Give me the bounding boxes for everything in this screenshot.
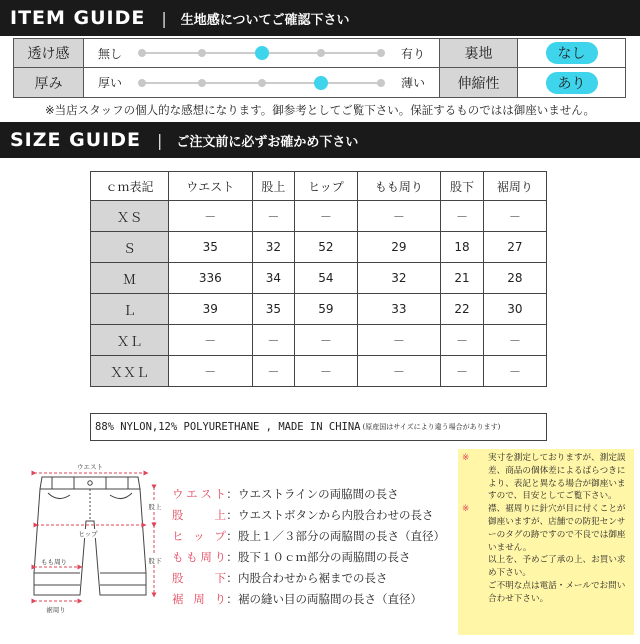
guide-label: 透け感 (14, 39, 84, 67)
measurement-cell: 32 (252, 232, 295, 263)
size-row (91, 325, 547, 356)
hem-label: 裾周り (46, 606, 66, 614)
guide-key: 裏地 (440, 39, 518, 67)
measurement-cell: － (357, 356, 441, 387)
guide-key: 伸縮性 (440, 68, 518, 97)
definition-text: ウエストボタンから内股合わせの長さ (238, 507, 434, 522)
size-row (91, 263, 547, 294)
size-label-cell: ＸＳ (91, 201, 169, 232)
item-guide-subtitle: 生地感についてご確認下さい (180, 12, 350, 28)
staff-note: ※当店スタッフの個人的な感想になります。御参考としてご覧下さい。保証するものではは御座いません。 (45, 103, 595, 117)
item-guide-title: ITEM GUIDE (10, 7, 146, 29)
measurement-cell: 35 (169, 232, 253, 263)
header-separator: | (161, 8, 167, 28)
column-header: ｃｍ表記 (91, 172, 169, 201)
definition-key: 股上 (172, 507, 226, 522)
measurement-cell: － (441, 356, 484, 387)
guide-row-thickness (14, 68, 625, 97)
guide-row-transparency (14, 39, 625, 68)
measurement-cell: － (295, 356, 357, 387)
column-header: ヒップ (295, 172, 357, 201)
definition-row (172, 567, 462, 588)
lining-badge: なし (546, 42, 598, 64)
disclaimer-box (458, 449, 634, 635)
scale-dot (138, 79, 146, 87)
size-row (91, 232, 547, 263)
size-row (91, 201, 547, 232)
measurement-cell: － (483, 201, 546, 232)
scale-low-label: 厚い (97, 76, 122, 90)
rise-label: 股上 (148, 503, 162, 511)
definition-text: 内股合わせから裾までの長さ (238, 570, 388, 585)
measurement-cell: － (252, 356, 295, 387)
shorts-illustration (14, 455, 166, 640)
measurement-cell: 336 (169, 263, 253, 294)
size-table (90, 171, 547, 387)
scale-dot (377, 79, 385, 87)
scale-dot-selected (255, 46, 269, 60)
measurement-cell: － (169, 201, 253, 232)
measurement-cell: 54 (295, 263, 357, 294)
measurement-cell: 28 (483, 263, 546, 294)
measurement-cell: － (483, 325, 546, 356)
measurement-definitions (172, 483, 462, 609)
size-label-cell: ＸＬ (91, 325, 169, 356)
measurement-cell: － (295, 201, 357, 232)
size-label-cell: ＸＸＬ (91, 356, 169, 387)
size-row (91, 356, 547, 387)
inseam-label: 股下 (148, 557, 162, 565)
scale-high-label: 有り (400, 46, 425, 61)
measurement-cell: － (483, 356, 546, 387)
material-line (90, 413, 547, 441)
size-table-header-row (91, 172, 547, 201)
definition-key: ウエスト (172, 486, 226, 501)
definition-key: 裾周り (172, 591, 226, 606)
guide-scale (84, 39, 440, 67)
measurement-cell: － (295, 325, 357, 356)
measurement-cell: 21 (441, 263, 484, 294)
measurement-cell: － (169, 325, 253, 356)
header-separator: | (156, 130, 163, 150)
thigh-label: もも周り (41, 558, 67, 566)
definition-colon: ： (226, 507, 238, 522)
size-guide-title: SIZE GUIDE (10, 129, 141, 151)
measurement-cell: 18 (441, 232, 484, 263)
definition-row (172, 546, 462, 567)
column-header: 裾周り (483, 172, 546, 201)
definition-row (172, 588, 462, 609)
stretch-badge: あり (546, 72, 598, 94)
measurement-cell: － (441, 201, 484, 232)
definition-colon: ： (226, 570, 238, 585)
disclaimer-item (462, 503, 630, 554)
measurement-cell: 29 (357, 232, 441, 263)
measurement-cell: 27 (483, 232, 546, 263)
scale-dot (258, 79, 266, 87)
size-label-cell: Ｍ (91, 263, 169, 294)
origin-note: (原産国はサイズにより違う場合があります) (362, 423, 501, 431)
hip-label: ヒップ (78, 530, 98, 538)
scale-dot (138, 49, 146, 57)
disclaimer-item (462, 452, 630, 503)
measurement-cell: 30 (483, 294, 546, 325)
scale-dot (317, 49, 325, 57)
definition-row (172, 483, 462, 504)
measurement-cell: 32 (357, 263, 441, 294)
measurement-cell: 59 (295, 294, 357, 325)
column-header: ウエスト (169, 172, 253, 201)
measurement-cell: － (252, 201, 295, 232)
item-guide-header (0, 0, 640, 36)
definition-row (172, 525, 462, 546)
guide-label: 厚み (14, 68, 84, 97)
shorts-diagram (14, 455, 166, 640)
measurement-cell: 22 (441, 294, 484, 325)
definition-row (172, 504, 462, 525)
material-text: 88% NYLON,12% POLYURETHANE , MADE IN CHINA (95, 421, 361, 433)
measurement-cell: 33 (357, 294, 441, 325)
scale-dot (377, 49, 385, 57)
measurement-cell: 35 (252, 294, 295, 325)
measurement-cell: － (357, 201, 441, 232)
column-header: もも周り (357, 172, 441, 201)
definition-colon: ： (226, 591, 238, 606)
fabric-guide-table (13, 38, 626, 98)
measurement-cell: 52 (295, 232, 357, 263)
definition-key: ヒップ (172, 528, 226, 543)
scale-track (142, 82, 381, 84)
definition-colon: ： (226, 486, 238, 501)
note-mark: ※ (462, 504, 470, 515)
column-header: 股下 (441, 172, 484, 201)
measurement-cell: － (357, 325, 441, 356)
disclaimer-text: 襟、裾周りに針穴が目に付くことが御座いますが、店舗での防犯センサーのタグの跡ですので不良では御座いません。 (488, 504, 626, 553)
size-label-cell: Ｓ (91, 232, 169, 263)
definition-key: もも周り (172, 549, 226, 564)
guide-scale (84, 68, 440, 97)
measurement-cell: 34 (252, 263, 295, 294)
measurement-cell: － (169, 356, 253, 387)
note-mark: ※ (462, 453, 470, 463)
scale-dot-selected (314, 76, 328, 90)
size-guide-subtitle: ご注文前に必ずお確かめ下さい (176, 134, 359, 150)
definition-colon: ： (226, 549, 238, 564)
column-header: 股上 (252, 172, 295, 201)
scale-dot (198, 49, 206, 57)
definition-text: 股下１０ｃｍ部分の両脇間の長さ (238, 549, 411, 564)
disclaimer-text: 以上を、予めご了承の上、お買い求め下さい。 (488, 555, 626, 579)
disclaimer-text: ご不明な点は電話・メールでお問い合わせ下さい。 (488, 580, 626, 604)
definition-text: 股上１／３部分の両脇間の長さ（直径） (238, 528, 445, 543)
measurement-cell: － (252, 325, 295, 356)
scale-dot (198, 79, 206, 87)
scale-low-label: 無し (97, 46, 122, 61)
definition-colon: ： (226, 528, 238, 543)
scale-high-label: 薄い (400, 76, 425, 90)
disclaimer-text: 実寸を測定しておりますが、測定誤差、商品の個体差によるばらつきにより、表記と異なる場合が御座いますので、目安としてご覧下さい。 (488, 453, 626, 502)
size-row (91, 294, 547, 325)
definition-key: 股下 (172, 570, 226, 585)
scale-track (142, 52, 381, 54)
definition-text: 裾の縫い目の両脇間の長さ（直径） (238, 591, 422, 606)
measurement-cell: 39 (169, 294, 253, 325)
waist-label: ウエスト (77, 463, 103, 471)
measurement-cell: － (441, 325, 484, 356)
size-guide-header (0, 122, 640, 158)
size-label-cell: Ｌ (91, 294, 169, 325)
definition-text: ウエストラインの両脇間の長さ (238, 486, 399, 501)
